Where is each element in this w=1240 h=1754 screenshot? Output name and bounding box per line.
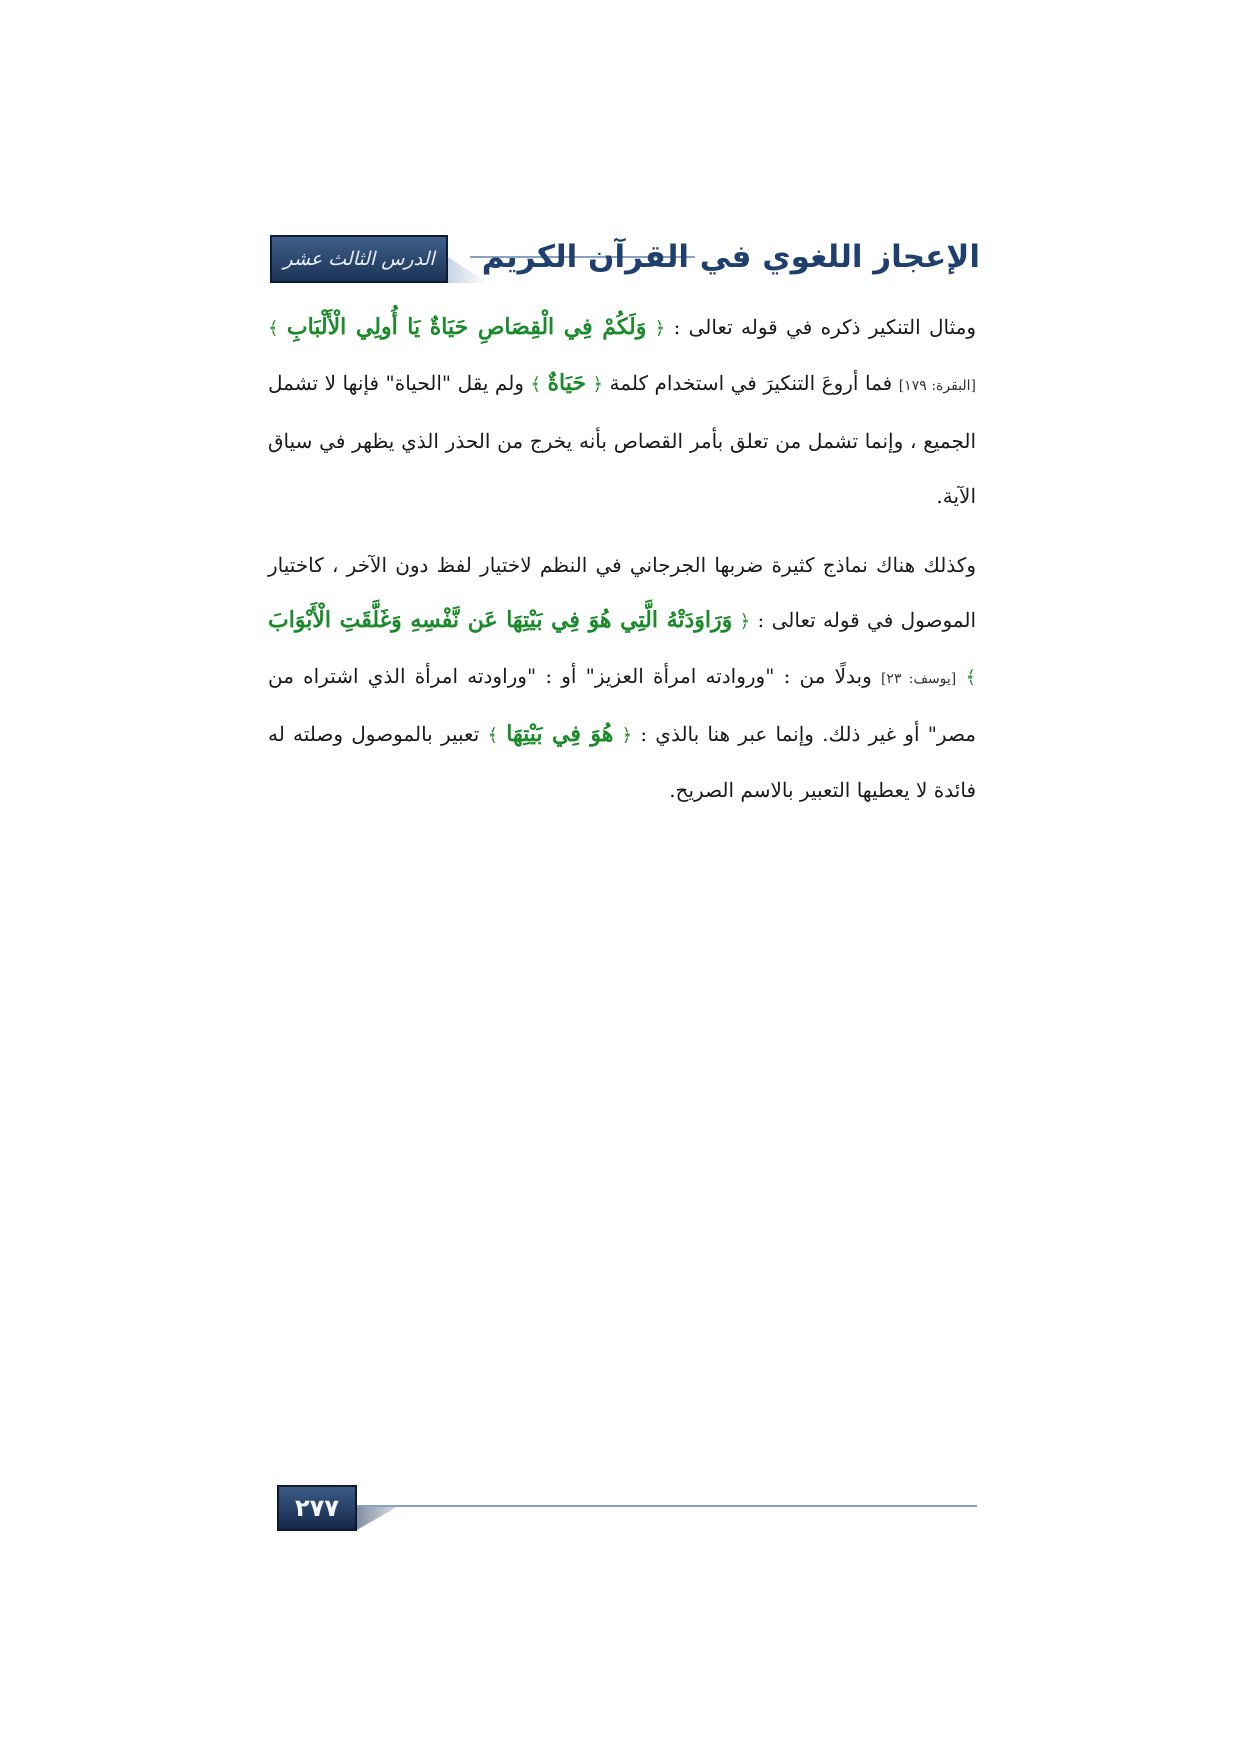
text: فما أروعَ التنكيرَ في استخدام كلمة	[609, 371, 893, 395]
text: وبدلًا من : "وروادته امرأة العزيز" أو : "وراودته امرأة الذي اشتراه من مصر" أو غير ذلك. وإنما عبر هنا بالذي :	[268, 664, 977, 746]
quran-word: حَيَاةٌ	[547, 370, 586, 396]
quran-bracket-close: ﴾	[268, 318, 279, 339]
lesson-badge	[270, 235, 448, 283]
paragraph-2	[268, 538, 976, 818]
page-footer	[277, 1485, 977, 1531]
page-body	[268, 300, 976, 832]
footer-rule	[357, 1505, 977, 1507]
text: وكذلك هناك نماذج كثيرة ضربها الجرجاني في النظم لاختيار لفظ دون الآخر ، كاختيار الموصول في قوله تعالى :	[268, 553, 977, 632]
quran-verse: وَلَكُمْ فِي الْقِصَاصِ حَيَاةٌ يَا أُولِي الْأَلْبَابِ	[286, 314, 647, 340]
quran-bracket-open: ﴿	[739, 611, 751, 632]
quran-bracket-open: ﴿	[621, 725, 633, 746]
quran-bracket-open: ﴿	[592, 374, 604, 395]
page-number-box	[277, 1485, 357, 1531]
text: تعبير بالموصول وصلته له فائدة لا يعطيها التعبير بالاسم الصريح.	[268, 722, 976, 802]
quran-phrase: هُوَ فِي بَيْتِهَا	[506, 721, 614, 747]
lesson-label: الدرس الثالث عشر	[283, 248, 435, 270]
text: ومثال التنكير ذكره في قوله تعالى :	[673, 315, 977, 339]
verse-citation: [البقرة: ١٧٩]	[898, 378, 977, 394]
quran-bracket-close: ﴾	[965, 667, 977, 688]
quran-bracket-close: ﴾	[530, 374, 542, 395]
page-number: ٢٧٧	[295, 1494, 339, 1522]
verse-citation: [يوسف: ٢٣]	[880, 671, 957, 687]
quran-bracket-close: ﴾	[487, 725, 499, 746]
quran-verse: وَرَاوَدَتْهُ الَّتِي هُوَ فِي بَيْتِهَا عَن نَّفْسِهِ وَغَلَّقَتِ الْأَبْوَابَ	[268, 607, 733, 633]
quran-bracket-open: ﴿	[654, 318, 666, 339]
text: ولم يقل "الحياة" فإنها لا تشمل الجميع ، وإنما تشمل من تعلق بأمر القصاص بأنه يخرج من الحذر الذي يظهر في سياق الآية.	[268, 371, 976, 508]
footer-wedge	[355, 1507, 397, 1531]
page-header	[270, 231, 980, 283]
book-title: الإعجاز اللغوي في القرآن الكريم	[481, 239, 980, 275]
paragraph-1	[268, 300, 976, 524]
